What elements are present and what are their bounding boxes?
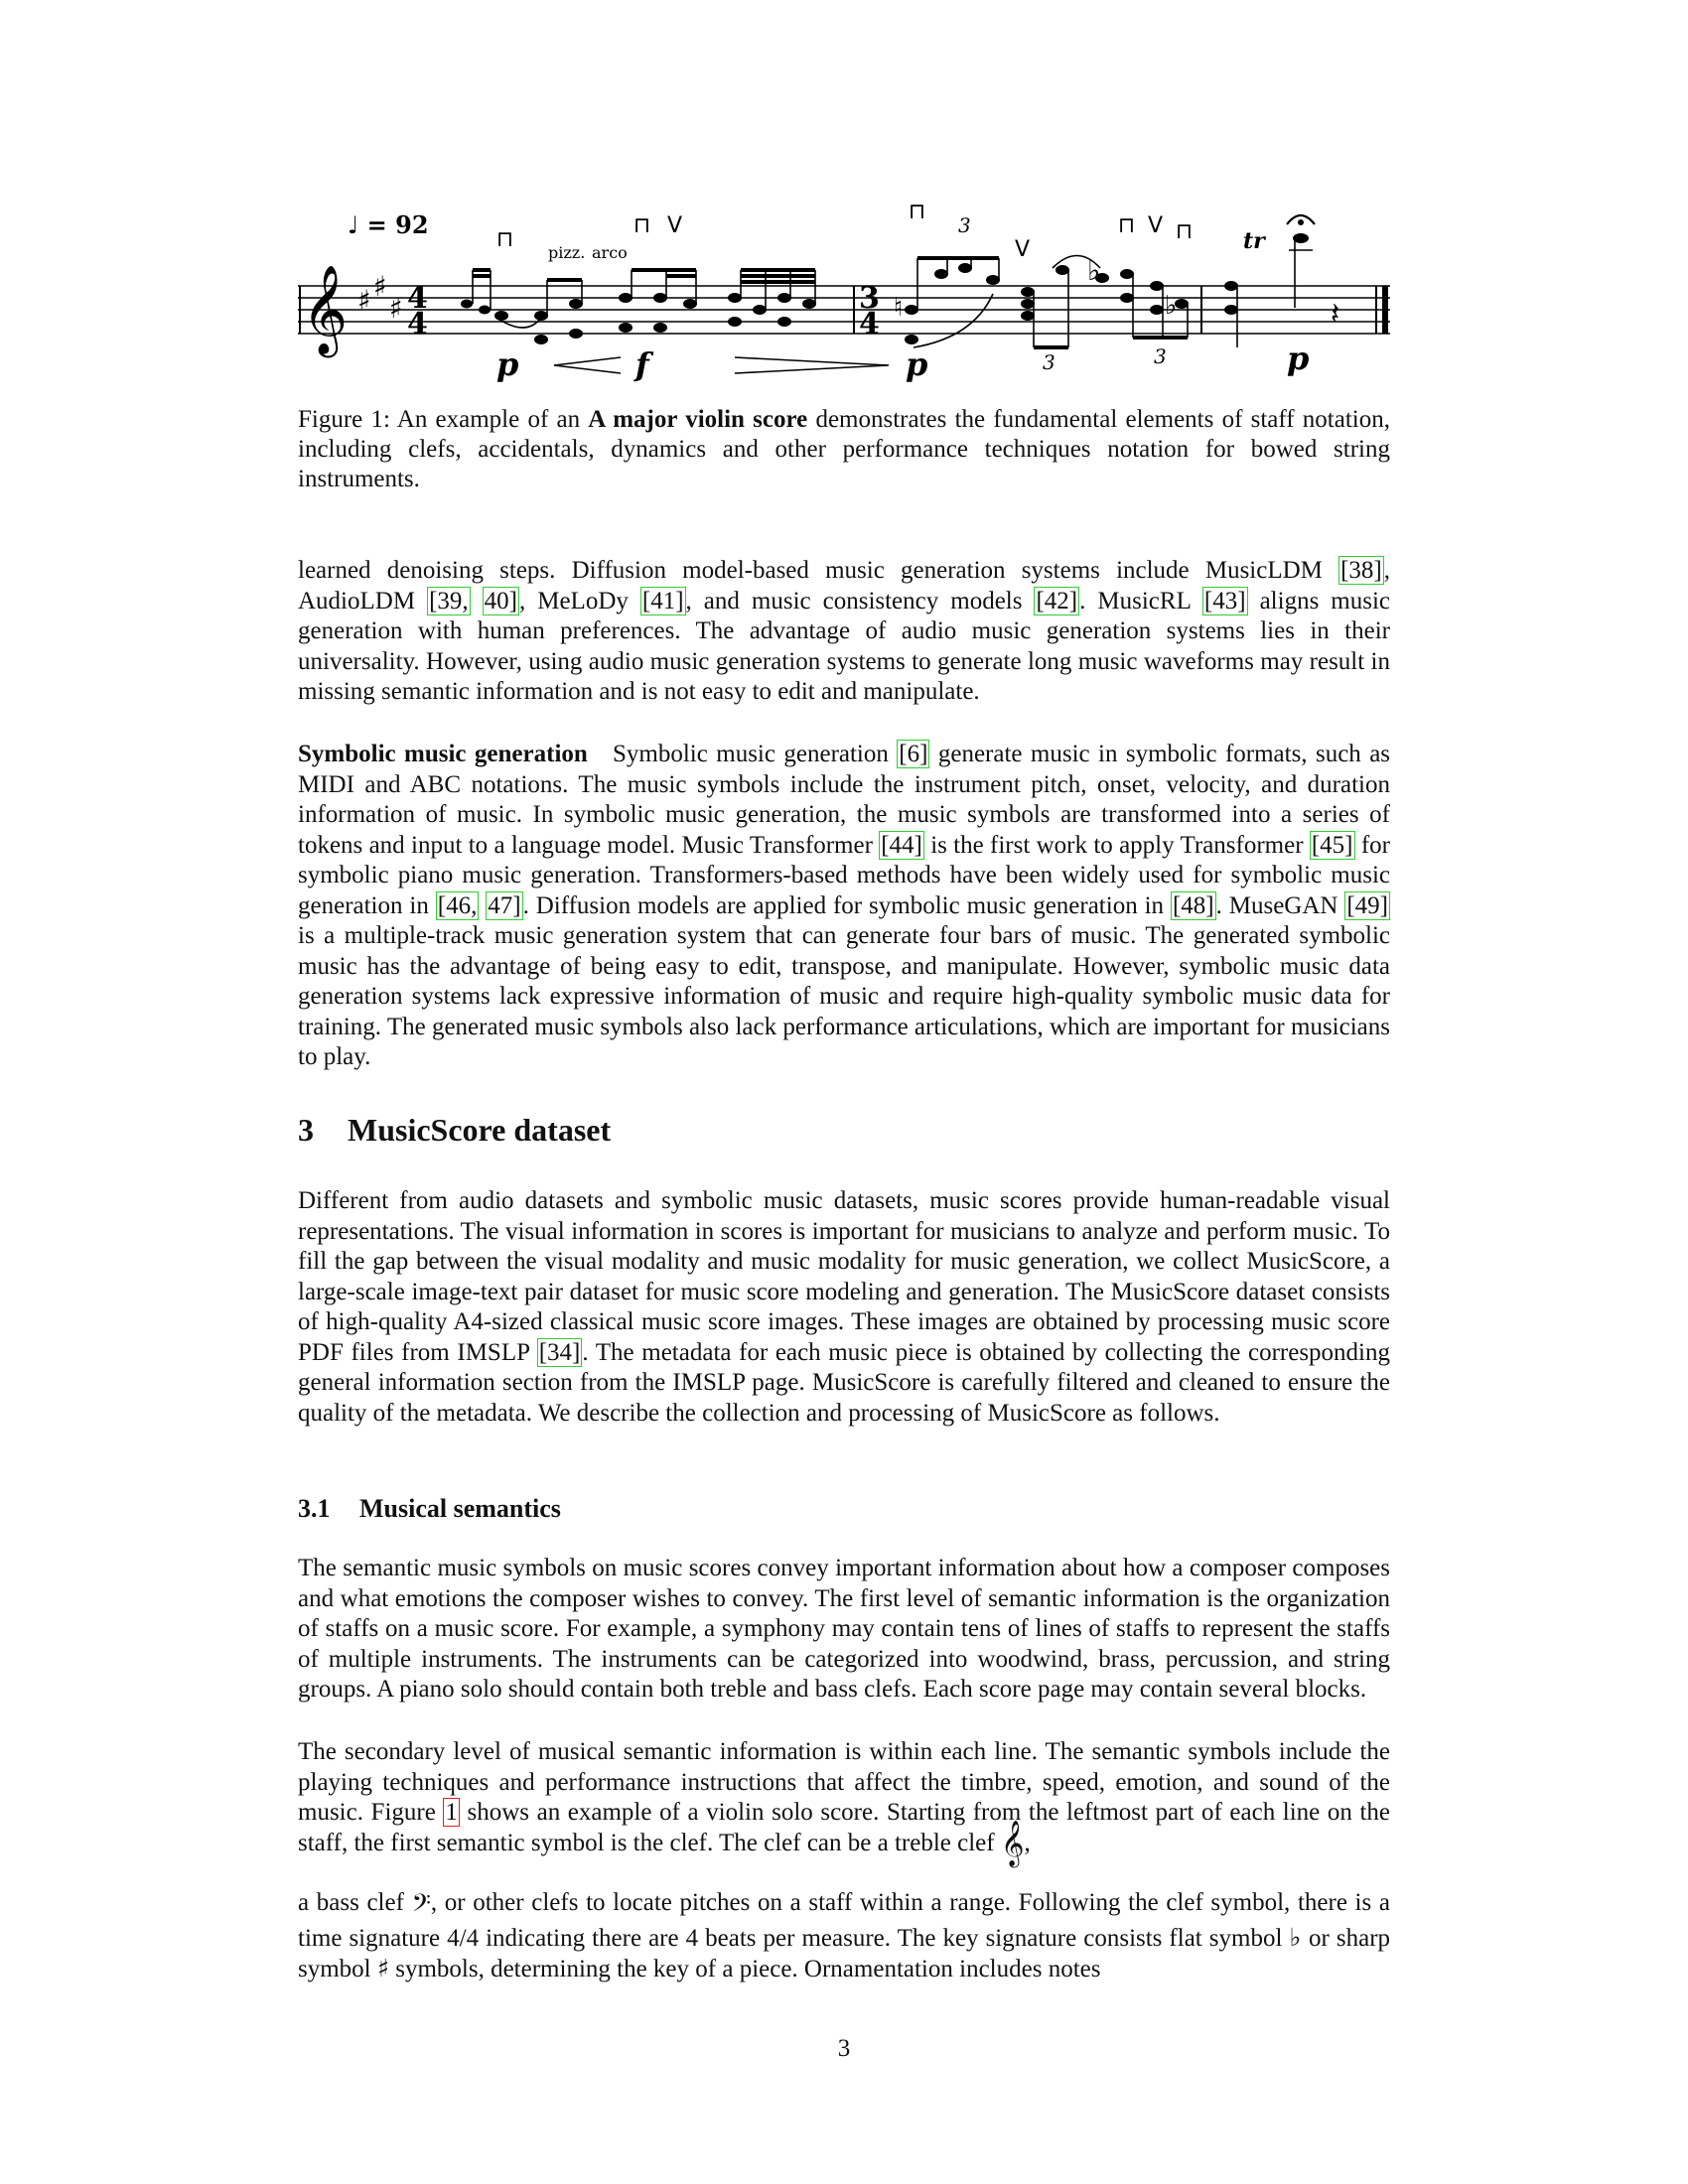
flat-icon: ♭	[1087, 254, 1101, 287]
citation-link[interactable]: 40]	[484, 587, 517, 614]
notes-measure-2	[905, 263, 1189, 344]
citation-link[interactable]: [39,	[429, 587, 469, 614]
down-bow-icon: ⊓	[633, 213, 651, 238]
pizz-marking: pizz.	[548, 243, 586, 262]
bass-clef-icon: 𝄢	[411, 1889, 431, 1924]
citation-link[interactable]: [45]	[1311, 831, 1353, 859]
citation-link[interactable]: [48]	[1172, 891, 1214, 919]
paragraph-audio-generation: learned denoising steps. Diffusion model-based music generation systems include MusicLDM [38], AudioLDM [39, 40], MeLoDy [41], and music consistency models [42]. MusicRL [43] aligns music generation with human preferences. The advantage of audio music generation systems lies in their universality. However, using audio music generation systems to generate long music waveforms may result in missing semantic information and is not easy to edit and manipulate.	[298, 557, 1391, 705]
time-signature-bottom: 4	[859, 307, 880, 341]
beams-measure-1	[473, 268, 815, 284]
section-heading: 3 MusicScore dataset	[298, 1112, 612, 1148]
citation-link[interactable]: [42]	[1036, 587, 1078, 614]
down-bow-icon: ⊓	[909, 200, 926, 224]
up-bow-icon: V	[1148, 213, 1164, 238]
treble-clef-icon: 𝄞	[302, 265, 349, 354]
paragraph-staff-semantics: The semantic music symbols on music scores convey important information about how a composer composes and what emotions the composer wishes to convey. The first level of semantic information is the organization of staffs on a music score. For example, a symphony may contain tens of lines of staffs to represent the staffs of multiple instruments. The instruments can be categorized into woodwind, brass, percussion, and string groups. A piano solo should contain both treble and bass clefs. Each score page may contain several blocks.	[298, 1555, 1390, 1703]
figure-reference-link[interactable]: 1	[445, 1799, 458, 1826]
rest-icon: 𝄽	[1331, 297, 1340, 332]
hairpins	[554, 357, 889, 373]
sharp-icon: ♯	[357, 284, 371, 317]
treble-clef-icon: 𝄞	[1000, 1820, 1025, 1866]
natural-icon: ♮	[894, 293, 904, 323]
time-signature-top: 3	[859, 281, 880, 316]
paragraph-heading: Symbolic music generation	[298, 741, 588, 767]
dynamic-marking: f	[635, 345, 649, 383]
time-signature-bottom: 4	[407, 307, 428, 341]
time-signature-top: 4	[407, 281, 428, 316]
arco-marking: arco	[592, 243, 628, 262]
flat-icon: ♭	[1165, 291, 1178, 321]
triplet-label: 3	[958, 213, 971, 237]
beams-measure-2	[917, 256, 1188, 349]
subsection-heading: 3.1 Musical semantics	[298, 1494, 561, 1523]
triplet-label: 3	[1043, 350, 1055, 374]
citation-link[interactable]: [34]	[538, 1338, 581, 1366]
citation-link[interactable]: [41]	[641, 587, 684, 614]
tempo-marking: ♩ = 92	[348, 210, 429, 239]
stems-measure-3	[1237, 238, 1313, 347]
sharp-icon: ♯	[376, 1954, 389, 1982]
paragraph-line-semantics: The secondary level of musical semantic information is within each line. The semantic symbols include the playing techniques and performance instructions that affect the timbre, speed, emotion, and sound of the music. Figure 1 shows an example of a violin solo score. Starting from the leftmost part of each line on the staff, the first semantic symbol is the clef. The clef can be a treble clef 𝄞,	[298, 1738, 1390, 1866]
citation-link[interactable]: [44]	[881, 831, 922, 859]
dynamic-marking: p	[1287, 340, 1310, 377]
citation-link[interactable]: [46,	[437, 891, 478, 919]
citation-link[interactable]: [43]	[1203, 587, 1246, 614]
trill-marking: tr	[1243, 228, 1265, 254]
up-bow-icon: V	[1015, 237, 1031, 262]
triplet-label: 3	[1154, 344, 1167, 368]
final-barline	[1382, 286, 1388, 334]
down-bow-icon: ⊓	[1118, 213, 1136, 238]
flat-icon: ♭	[1289, 1922, 1302, 1952]
citation-link[interactable]: [49]	[1346, 891, 1389, 919]
down-bow-icon: ⊓	[1176, 219, 1194, 244]
down-bow-icon: ⊓	[496, 227, 514, 252]
citation-link[interactable]: [6]	[899, 741, 928, 767]
page-number: 3	[837, 2035, 851, 2062]
sharp-icon: ♯	[389, 292, 403, 325]
dynamic-marking: p	[496, 345, 519, 383]
figure-caption: Figure 1: An example of an A major violin score demonstrates the fundamental elements of staff notation, including clefs, accidentals, dynamics and other performance techniques notation for bowed string instruments.	[298, 406, 1390, 492]
time-signature-inline: 4/4	[447, 1924, 480, 1952]
paragraph-line-semantics-cont: a bass clef 𝄢, or other clefs to locate pitches on a staff within a range. Following the clef symbol, there is a time signature 4/4 indicating there are 4 beats per measure. The key signature consists flat symbol ♭ or sharp symbol ♯ symbols, determining the key of a piece. Ornamentation includes notes	[298, 1889, 1391, 1982]
up-bow-icon: V	[667, 213, 683, 238]
notes-measure-1	[461, 293, 816, 344]
paragraph-dataset-intro: Different from audio datasets and symbolic music datasets, music scores provide human-readable visual representations. The visual information in scores is important for musicians to analyze and perform music. To fill the gap between the visual modality and music modality for music generation, we collect MusicScore, a large-scale image-text pair dataset for music score modeling and generation. The MusicScore dataset consists of high-quality A4-sized classical music score images. These images are obtained by processing music score PDF files from IMSLP [34]. The metadata for each music piece is obtained by collecting the corresponding general information section from the IMSLP page. MusicScore is carefully filtered and cleaned to ensure the quality of the metadata. We describe the collection and processing of MusicScore as follows.	[298, 1187, 1390, 1427]
citation-link[interactable]: 47]	[488, 891, 521, 919]
sharp-icon: ♯	[373, 270, 387, 303]
dynamic-marking: p	[906, 345, 928, 383]
citation-link[interactable]: [38]	[1340, 557, 1382, 584]
paragraph-symbolic-generation: Symbolic music generation Symbolic music generation [6] generate music in symbolic formats, such as MIDI and ABC notations. The music symbols include the instrument pitch, onset, velocity, and duration information of music. In symbolic music generation, the music symbols are transformed into a series of tokens and input to a language model. Music Transformer [44] is the first work to apply Transformer [45] for symbolic piano music generation. Transformers-based methods have been widely used for symbolic music generation in [46, 47]. Diffusion models are applied for symbolic music generation in [48]. MuseGAN [49] is a multiple-track music generation system that can generate four bars of music. The generated symbolic music has the advantage of being easy to edit, transpose, and manipulate. However, symbolic music data generation systems lack expressive information of music and require high-quality symbolic music data for training. The generated music symbols also lack performance articulations, which are important for musicians to play.	[298, 741, 1391, 1070]
violin-score-figure	[298, 199, 1390, 397]
